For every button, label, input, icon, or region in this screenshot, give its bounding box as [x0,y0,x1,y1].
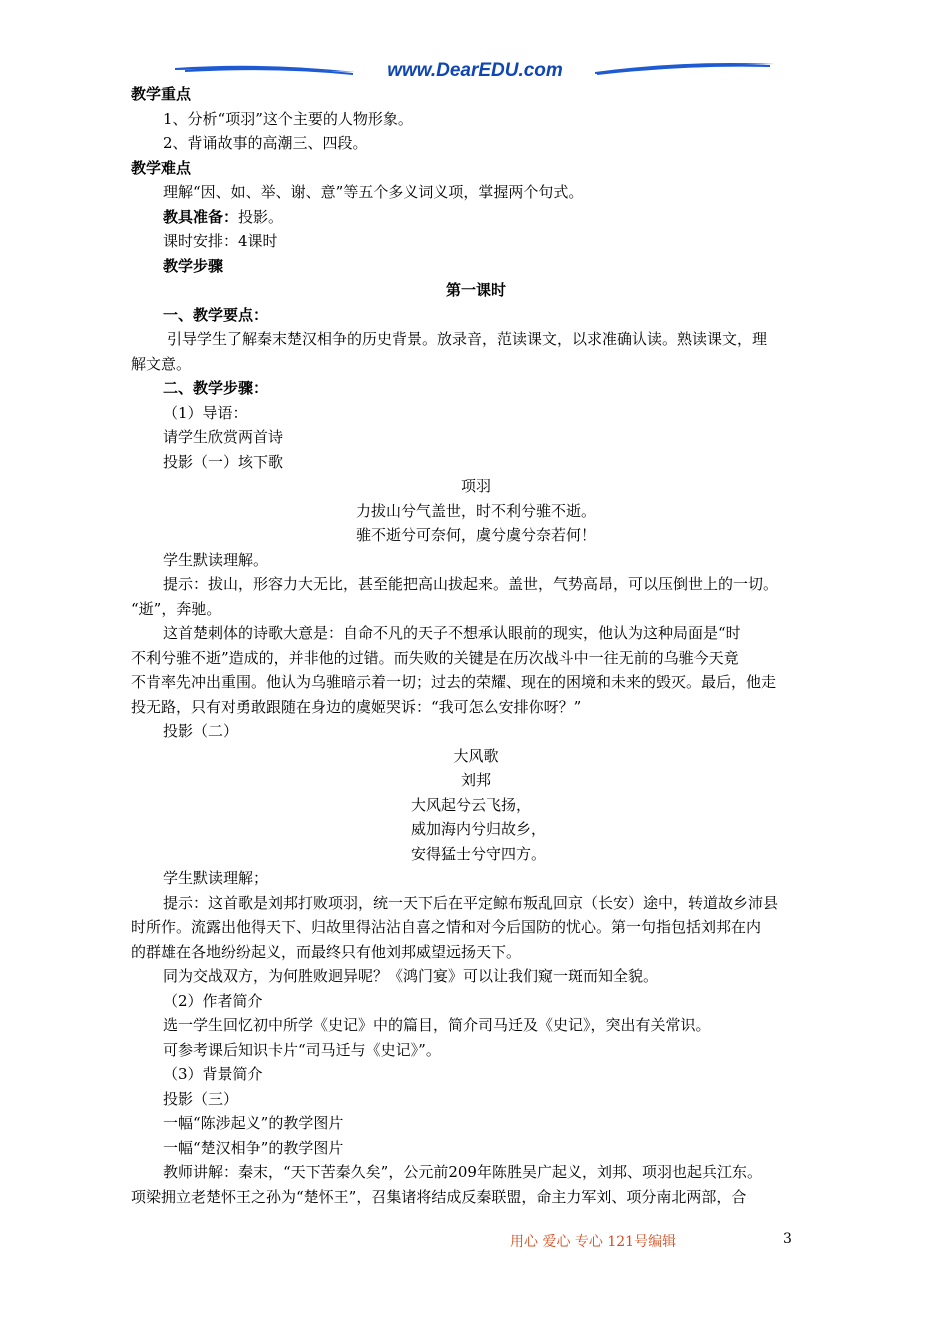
text-line: 可参考课后知识卡片“司马迁与《史记》”。 [163,1040,441,1059]
text-line: 威加海内兮归故乡， [411,820,547,838]
text-line: 骓不逝兮可奈何，虞兮虞兮奈若何！ [355,526,596,544]
text-line: 请学生欣赏两首诗 [163,428,284,446]
text-line: 教学难点 [131,158,192,177]
text-line: 投影（三） [163,1089,239,1108]
site-url[interactable]: www.DearEDU.com [387,60,563,81]
text-line: 的群雄在各地纷纷起义，而最终只有他刘邦威望远扬天下。 [131,942,522,961]
page-number: 3 [783,1231,792,1247]
text-line: 时所作。流露出他得天下、归故里得沾沾自喜之情和对今后国防的忧心。第一句指包括刘邦在内 [131,918,762,936]
text-line: 投无路，只有对勇敢跟随在身边的虞姬哭诉：“我可怎么安排你呀？” [131,697,582,716]
text-line: 同为交战双方，为何胜败迥异呢？《鸿门宴》可以让我们窥一斑而知全貌。 [163,967,659,985]
text-line: 一、教学要点： [163,305,269,324]
footer-text: 用心 爱心 专心 121号编辑 [510,1234,677,1250]
text-line: 大风歌 [453,746,499,765]
text-line: 第一课时 [445,281,506,299]
text-line: 提示：拔山，形容力大无比，甚至能把高山拔起来。盖世，气势高昂，可以压倒世上的一切。 [163,575,779,593]
text-line: 1、分析“项羽”这个主要的人物形象。 [163,109,413,128]
text-line: 教学重点 [131,85,192,103]
text-line: 这首楚刺体的诗歌大意是：自命不凡的天子不想承认眼前的现实，他认为这种局面是“时 [163,624,741,642]
text-line: 学生默读理解； [163,869,269,887]
text-line: 提示：这首歌是刘邦打败项羽，统一天下后在平定鲸布叛乱回京（长安）途中，转道故乡沛县 [163,893,779,912]
text-line: 项梁拥立老楚怀王之孙为“楚怀王”，召集诸将结成反秦联盟，命主力军刘、项分南北两部，合 [131,1187,747,1206]
text-line: （1）导语： [163,403,248,422]
text-line: （2）作者简介 [163,991,263,1010]
text-line: 投影（一）垓下歌 [163,452,284,471]
text-line: 不肯率先冲出重围。他认为乌骓暗示着一切；过去的荣耀、现在的困境和未来的毁灭。最后，他走 [131,673,777,691]
text-line: 不利兮骓不逝”造成的，并非他的过错。而失败的关键是在历次战斗中一往无前的乌骓今天竟 [131,648,739,667]
text-line: 力拔山兮气盖世，时不利兮骓不逝。 [355,501,596,520]
text-line: 理解“因、如、举、谢、意”等五个多义词义项，掌握两个句式。 [163,183,584,201]
document-body [131,82,821,1209]
text-line: 投影（二） [163,722,239,740]
text-line: 一幅“楚汉相争”的教学图片 [163,1138,344,1157]
text-line: 一幅“陈涉起义”的教学图片 [163,1114,344,1132]
text-line: 课时安排：4课时 [163,232,278,250]
text-line: 安得猛士兮守四方。 [411,844,547,863]
text-line: 教师讲解：秦末，“天下苦秦久矣”，公元前209年陈胜吴广起义，刘邦、项羽也起兵江东。 [163,1163,762,1181]
text-line: 二、教学步骤： [163,379,269,397]
text-line: 教具准备：投影。 [163,207,284,226]
text-line: 大风起兮云飞扬， [411,795,532,814]
text-line: 项羽 [460,477,491,495]
text-line: 教学步骤 [163,256,224,275]
text-line: （3）背景简介 [163,1065,263,1083]
text-line: 学生默读理解。 [163,550,269,569]
text-line: 解文意。 [131,354,192,373]
text-line: 2、背诵故事的高潮三、四段。 [163,134,368,152]
text-line: “逝”，奔驰。 [131,599,222,618]
text-line: 选一学生回忆初中所学《史记》中的篇目，简介司马迁及《史记》，突出有关常识。 [163,1016,711,1034]
text-line: 刘邦 [460,771,491,789]
text-line: 引导学生了解秦末楚汉相争的历史背景。放录音，范读课文，以求准确认读。熟读课文，理 [167,330,768,348]
